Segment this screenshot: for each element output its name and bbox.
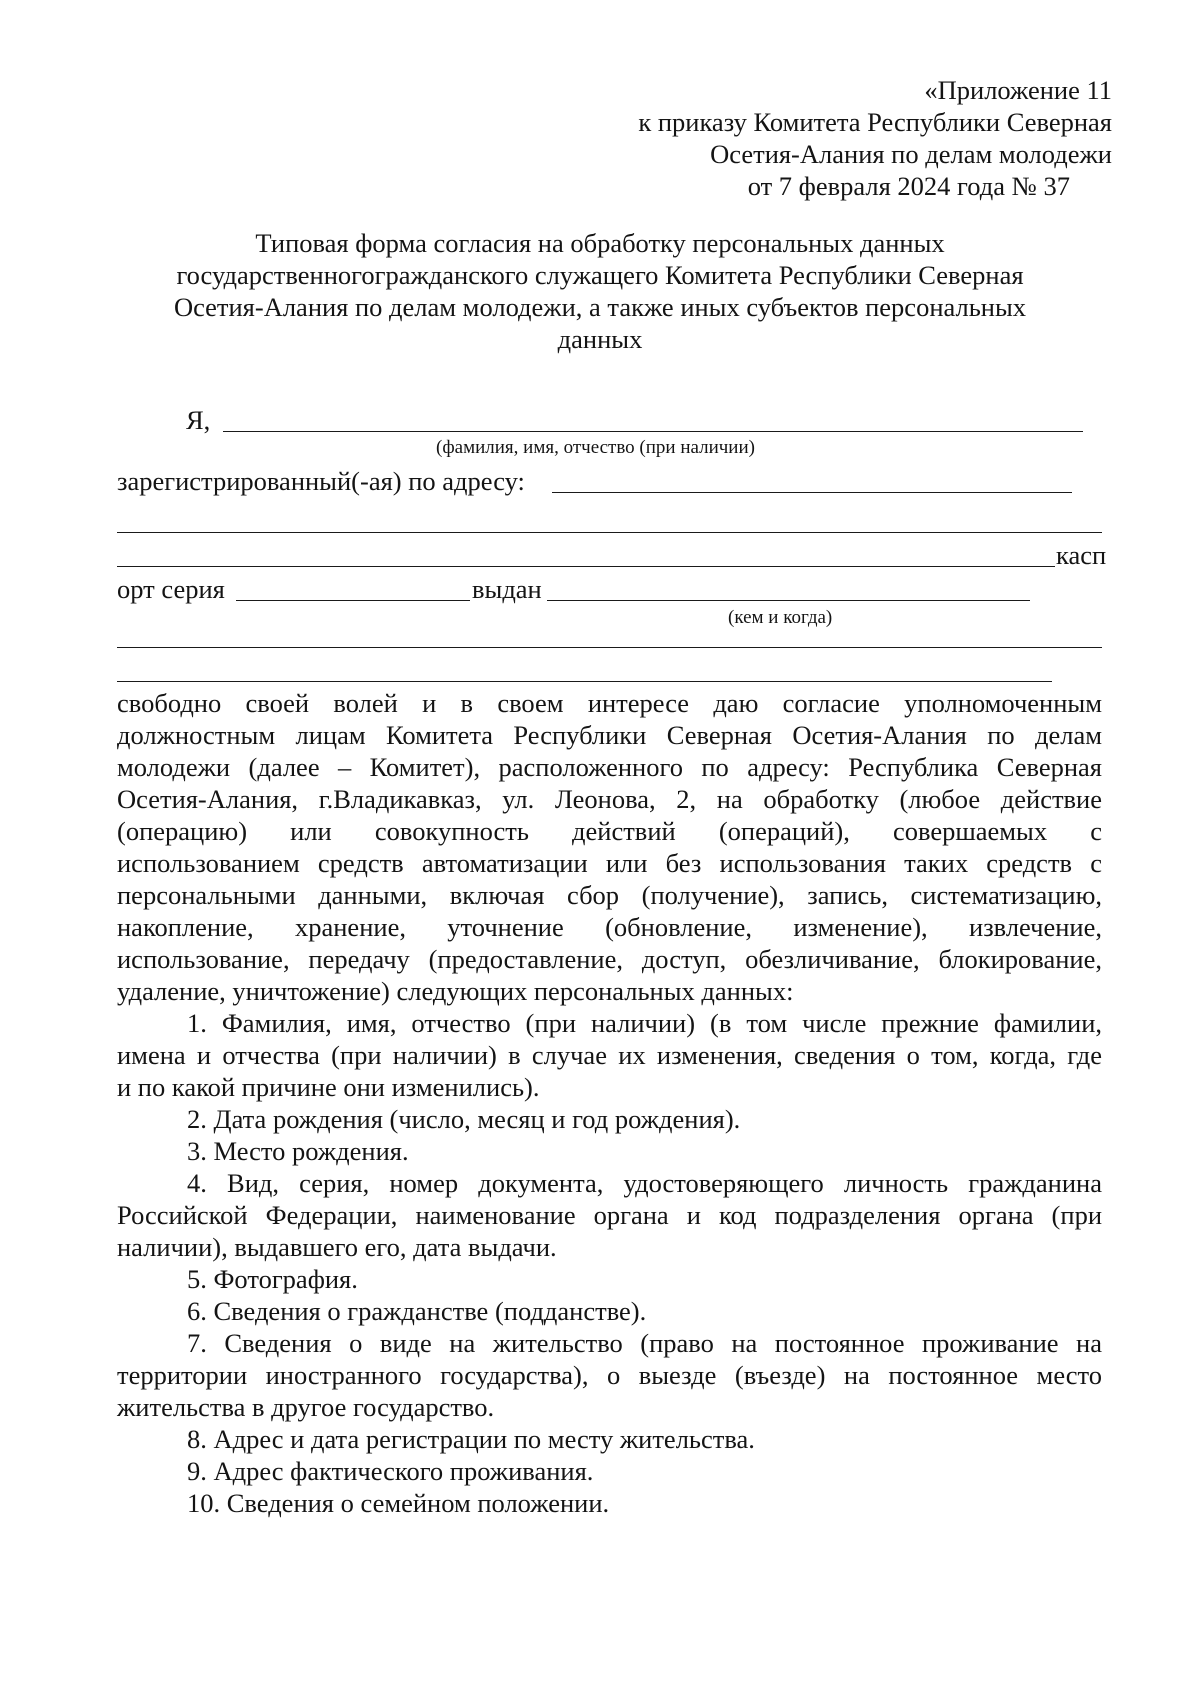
list-item-9: 9. Адрес фактического проживания. <box>187 1456 594 1486</box>
passport-label-part1: касп <box>1056 540 1107 570</box>
body-line-4: Осетия-Алания, г.Владикавказ, ул. Леонова, 2, на обработку (любое действие <box>117 784 1102 814</box>
list-item-5: 5. Фотография. <box>187 1264 358 1294</box>
body-line-9: использование, передачу (предоставление, доступ, обезличивание, блокирование, <box>117 944 1102 974</box>
body-line-1: свободно своей волей и в своем интересе даю согласие уполномоченным <box>117 688 1102 718</box>
issued-fill-line-2[interactable] <box>117 647 1102 648</box>
body-line-3: молодежи (далее – Комитет), расположенного по адресу: Республика Северная <box>117 752 1102 782</box>
title-line-2: государственногогражданского служащего Комитета Республики Северная <box>176 260 1024 290</box>
name-fill-line[interactable] <box>223 431 1083 432</box>
list-item-4-line-1: 4. Вид, серия, номер документа, удостоверяющего личность гражданина <box>187 1168 1102 1198</box>
title-line-1: Типовая форма согласия на обработку персональных данных <box>255 228 945 258</box>
body-line-10: удаление, уничтожение) следующих персональных данных: <box>117 976 794 1006</box>
body-line-6: использованием средств автоматизации или без использования таких средств с <box>117 848 1102 878</box>
list-item-1-line-3: и по какой причине они изменились). <box>117 1072 540 1102</box>
body-line-5: (операцию) или совокупность действий (операций), совершаемых с <box>117 816 1102 846</box>
list-item-2: 2. Дата рождения (число, месяц и год рождения). <box>187 1104 741 1134</box>
order-line-1: к приказу Комитета Республики Северная <box>638 107 1112 137</box>
address-fill-line-3[interactable] <box>117 566 1055 567</box>
appendix-line: «Приложение 11 <box>924 75 1112 105</box>
list-item-10: 10. Сведения о семейном положении. <box>187 1488 610 1518</box>
i-label: Я, <box>186 405 211 435</box>
list-item-3: 3. Место рождения. <box>187 1136 409 1166</box>
address-fill-line-1[interactable] <box>552 492 1072 493</box>
list-item-1-line-2: имена и отчества (при наличии) в случае их изменения, сведения о том, когда, где <box>117 1040 1102 1070</box>
list-item-1-line-1: 1. Фамилия, имя, отчество (при наличии) (в том числе прежние фамилии, <box>187 1008 1102 1038</box>
list-item-7-line-1: 7. Сведения о виде на жительство (право на постоянное проживание на <box>187 1328 1102 1358</box>
body-line-2: должностным лицам Комитета Республики Северная Осетия-Алания по делам <box>117 720 1102 750</box>
issued-label: выдан <box>472 574 542 604</box>
title-line-4: данных <box>557 324 643 354</box>
passport-label-part2: орт серия <box>117 574 225 604</box>
order-line-2: Осетия-Алания по делам молодежи <box>710 139 1112 169</box>
list-item-7-line-2: территории иностранного государства), о выезде (въезде) на постоянное место <box>117 1360 1102 1390</box>
list-item-6: 6. Сведения о гражданстве (подданстве). <box>187 1296 647 1326</box>
body-line-8: накопление, хранение, уточнение (обновление, изменение), извлечение, <box>117 912 1102 942</box>
title-line-3: Осетия-Алания по делам молодежи, а также иных субъектов персональных <box>173 292 1027 322</box>
issued-fill-line-3[interactable] <box>117 681 1052 682</box>
order-line-3: от 7 февраля 2024 года № 37 <box>747 171 1070 201</box>
list-item-8: 8. Адрес и дата регистрации по месту жительства. <box>187 1424 755 1454</box>
address-fill-line-2[interactable] <box>117 532 1102 533</box>
issued-by-fill-line[interactable] <box>547 600 1030 601</box>
list-item-7-line-3: жительства в другое государство. <box>117 1392 495 1422</box>
list-item-4-line-3: наличии), выдавшего его, дата выдачи. <box>117 1232 557 1262</box>
passport-series-fill-line[interactable] <box>236 600 470 601</box>
registered-label: зарегистрированный(-ая) по адресу: <box>117 466 525 496</box>
issued-hint: (кем и когда) <box>728 607 833 628</box>
body-line-7: персональными данными, включая сбор (получение), запись, систематизацию, <box>117 880 1102 910</box>
name-hint: (фамилия, имя, отчество (при наличии) <box>436 437 755 458</box>
list-item-4-line-2: Российской Федерации, наименование органа и код подразделения органа (при <box>117 1200 1102 1230</box>
